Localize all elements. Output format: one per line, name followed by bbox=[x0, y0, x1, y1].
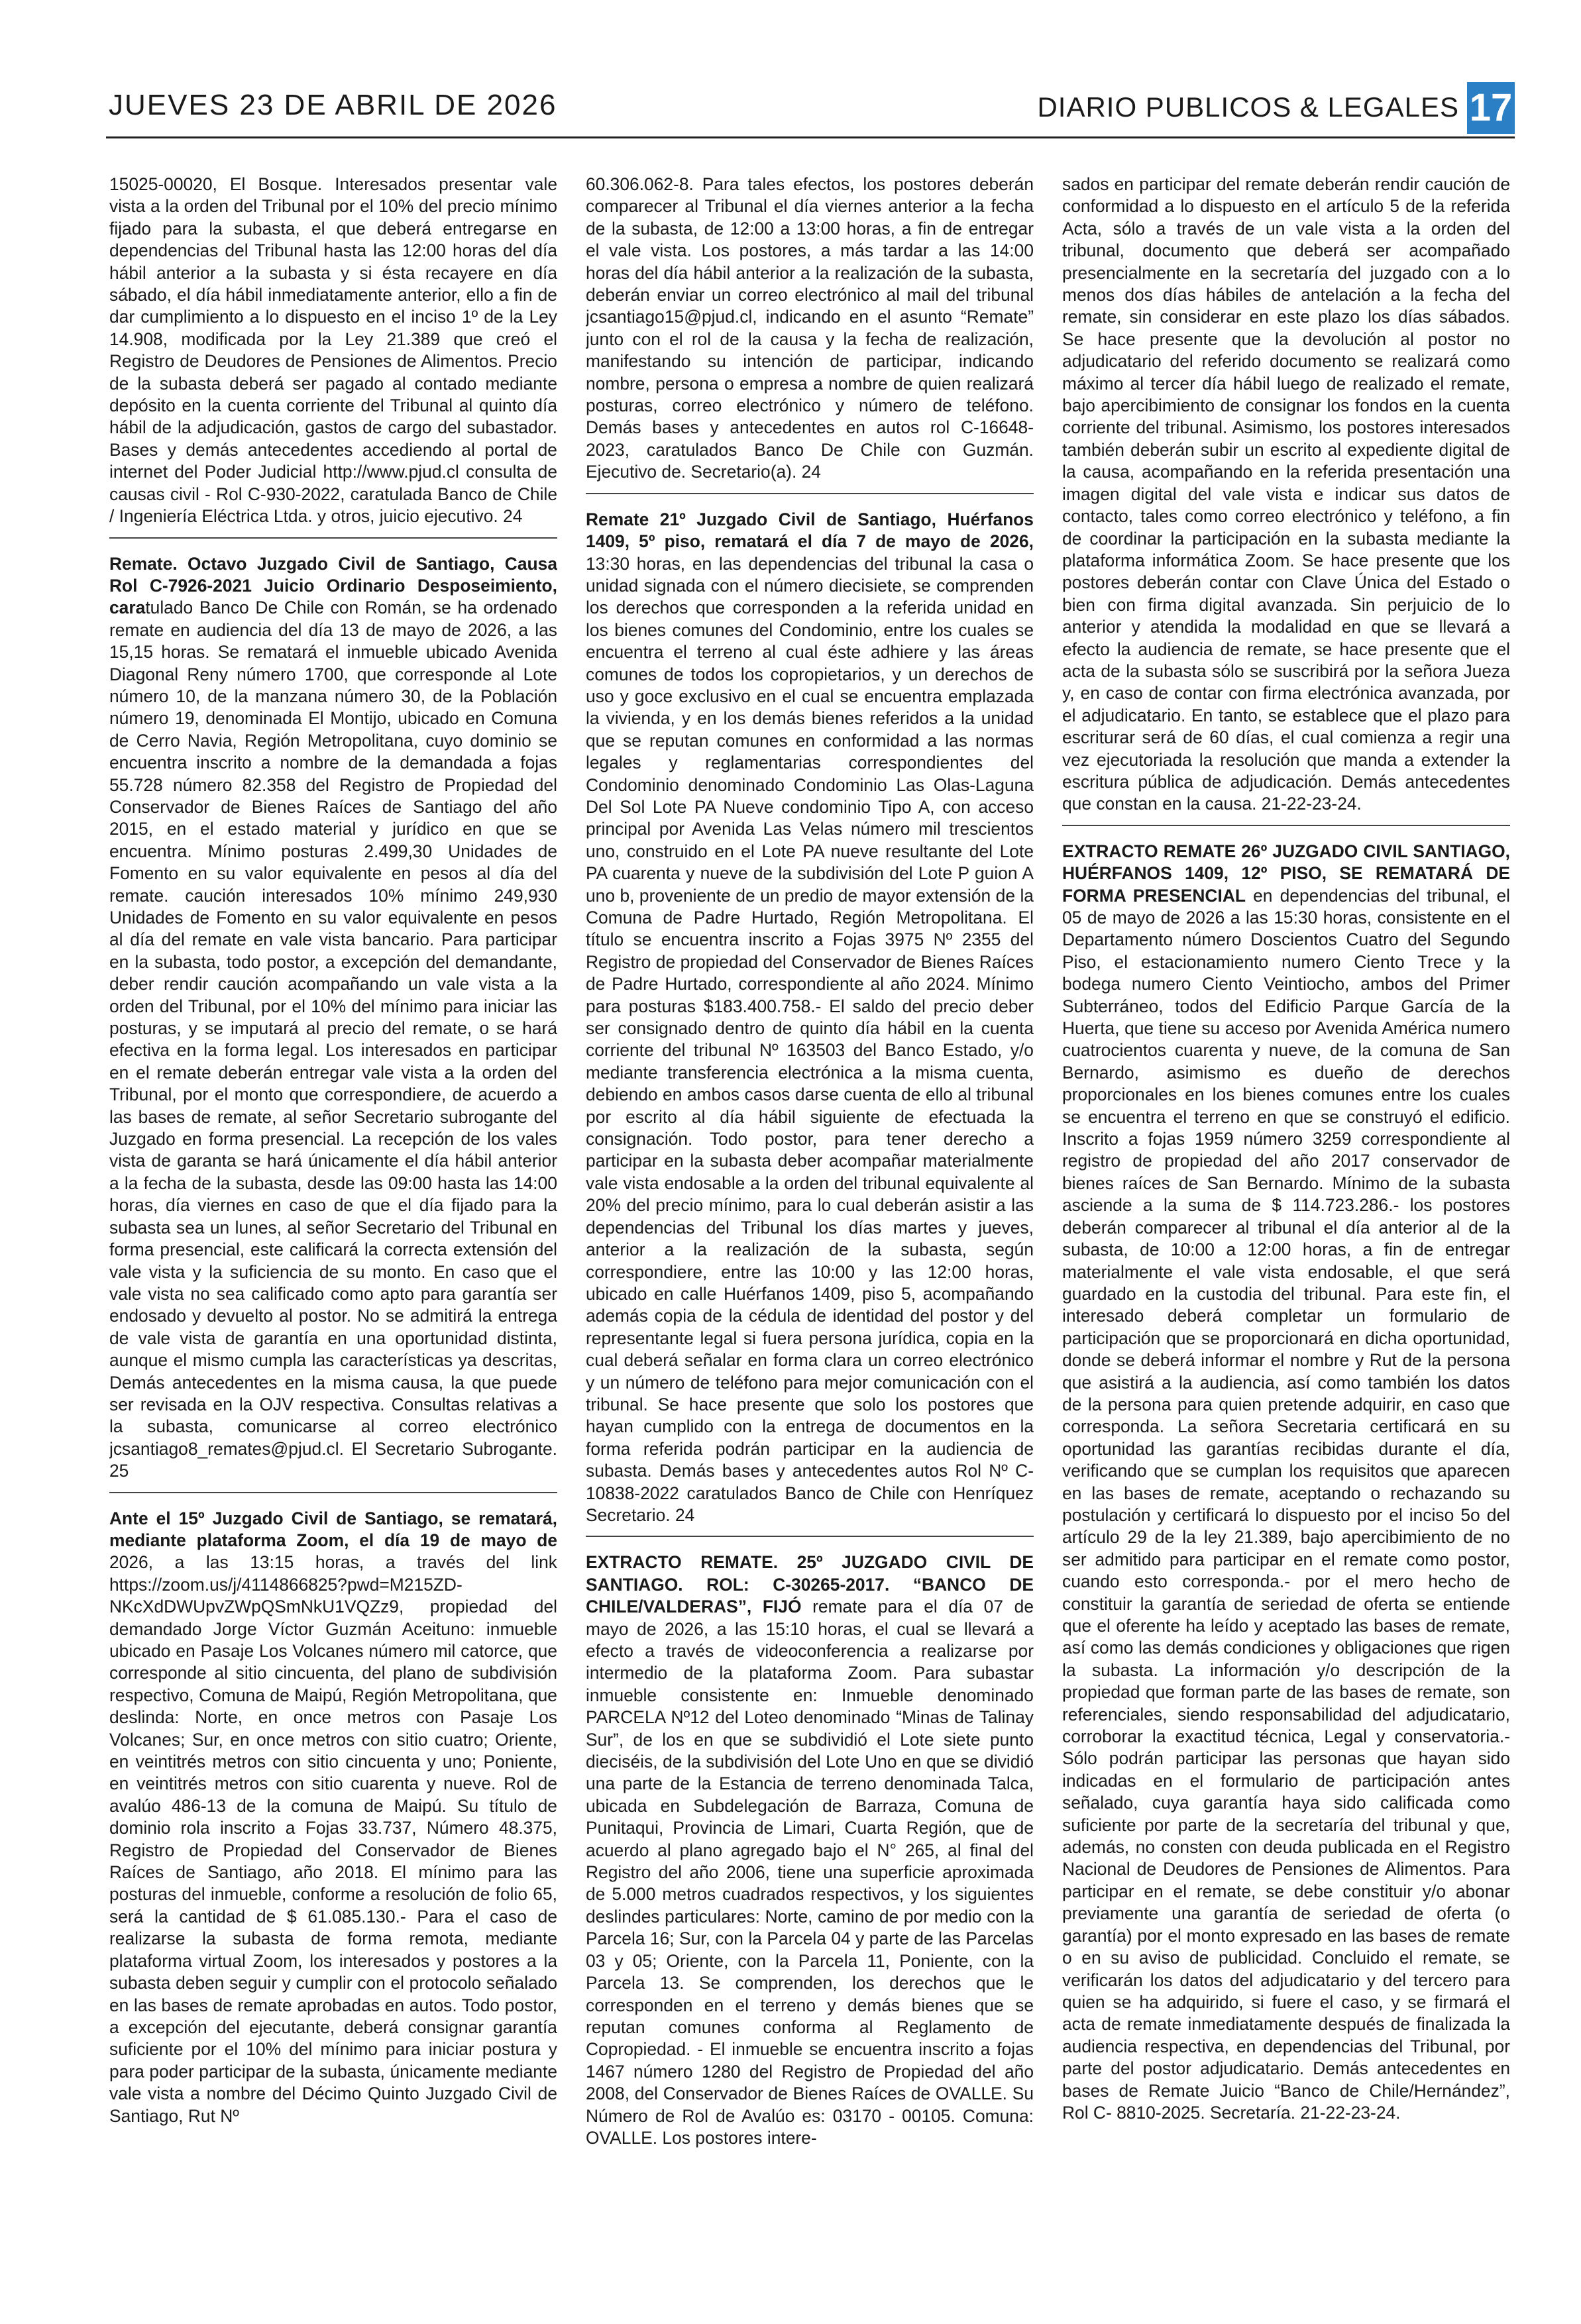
legal-notice bbox=[586, 174, 1034, 494]
newspaper-section-title: DIARIO PUBLICOS & LEGALES bbox=[1037, 91, 1459, 123]
legal-notice bbox=[586, 509, 1034, 1538]
column-2 bbox=[586, 174, 1034, 2287]
notice-heading: EXTRACTO REMATE 26º JUZGADO CIVIL SANTIAGO, HUÉRFANOS 1409, 12º PISO, SE REMATARÁ DE FORMA PRESENCIAL bbox=[1062, 841, 1510, 906]
notice-heading: EXTRACTO REMATE. 25º JUZGADO CIVIL DE SANTIAGO. ROL: C-30265-2017. “BANCO DE CHILE/VALDERAS”, FIJÓ bbox=[586, 1552, 1034, 1617]
notice-body: 13:30 horas, en las dependencias del tribunal la casa o unidad signada con el número diecisiete, se comprenden los derechos que corresponden a la referida unidad en los bienes comunes del Condominio, entre los cuales se encuentra el terreno al cual éste adhiere y las áreas comunes de todos los copropietarios, y un derechos de uso y goce exclusivo en el cual se encuentra emplazada la vivienda, y en los demás bienes referidos a la unidad que se reputan comunes en conformidad a las normas legales y reglamentarias correspondientes del Condominio denominado Condominio Las Olas-Laguna Del Sol Lote PA Nueve condominio Tipo A, con acceso principal por Avenida Las Velas número mil trescientos uno, construido en el Lote PA nueve resultante del Lote PA cuarenta y nueve de la subdivisión del Lote P guion A uno b, proveniente de un predio de mayor extensión de la Comuna de Padre Hurtado, Región Metropolitana. El título se encuentra inscrito a Fojas 3975 Nº 2355 del Registro de propiedad del Conservador de Bienes Raíces de Padre Hurtado, correspondiente al año 2024. Mínimo para posturas $183.400.758.- El saldo del precio deber ser consignado dentro de quinto día hábil en la cuenta corriente del tribunal Nº 163503 del Banco Estado, y/o mediante transferencia electrónica a la misma cuenta, debiendo en ambos casos darse cuenta de ello al tribunal por escrito al día hábil siguiente de efectuada la consignación. Todo postor, para tener derecho a participar en la subasta deber acompañar materialmente vale vista endosable a la orden del tribunal equivalente al 20% del precio mínimo, para lo cual deberán asistir a las dependencias del Tribunal los días martes y jueves, anterior a la realización de la subasta, según correspondiere, entre las 10:00 y las 12:00 horas, ubicado en calle Huérfanos 1409, piso 5, acompañando además copia de la cédula de identidad del postor y del representante legal si fuera persona jurídica, copia en la cual deberá señalar en forma clara un correo electrónico y un número de teléfono para mejor comunicación con el tribunal. Se hace presente que solo los postores que hayan cumplido con la entrega de documentos en la forma referida podrán participar en la audiencia de subasta. Demás bases y antecedentes autos Rol Nº C-10838-2022 caratulados Banco de Chile con Henríquez Secretario. 24 bbox=[586, 553, 1034, 1525]
page-header bbox=[106, 79, 1515, 138]
legal-notice bbox=[1062, 174, 1510, 826]
issue-date: JUEVES 23 DE ABRIL DE 2026 bbox=[109, 89, 557, 121]
notice-heading: Ante el 15º Juzgado Civil de Santiago, se rematará, mediante plataforma Zoom, el día 19 de mayo de bbox=[109, 1508, 557, 1550]
notice-body: 2026, a las 13:15 horas, a través del link https://zoom.us/j/4114866825?pwd=M215ZD-NKcXdDWUpvZWpQSmNkU1VQZz9, propiedad del demandado Jorge Víctor Guzmán Aceituno: inmueble ubicado en Pasaje Los Volcanes número mil catorce, que corresponde al sitio cincuenta, del plano de subdivisión respectivo, Comuna de Maipú, Región Metropolitana, que deslinda: Norte, en once metros con Pasaje Los Volcanes; Sur, en once metros con sitio cuatro; Oriente, en veintitrés metros con sitio cincuenta y uno; Poniente, en veintitrés metros con sitio cuarenta y nueve. Rol de avalúo 486-13 de la comuna de Maipú. Su título de dominio rola inscrito a Fojas 33.737, Número 48.375, Registro de Propiedad del Conservador de Bienes Raíces de Santiago, año 2018. El mínimo para las posturas del inmueble, conforme a resolución de folio 65, será la cantidad de $ 61.085.130.- Para el caso de realizarse la subasta de forma remota, mediante plataforma virtual Zoom, los interesados y postores a la subasta deben seguir y cumplir con el protocolo señalado en las bases de remate aprobadas en autos. Todo postor, a excepción del ejecutante, deberá consignar garantía suficiente por el 10% del mínimo para iniciar postura y para poder participar de la subasta, únicamente mediante vale vista a nombre del Décimo Quinto Juzgado Civil de Santiago, Rut Nº bbox=[109, 1552, 557, 2126]
notice-body: 15025-00020, El Bosque. Interesados presentar vale vista a la orden del Tribunal por el 10% del precio mínimo fijado para la subasta, el que deberá entregarse en dependencias del Tribunal hasta las 12:00 horas del día hábil anterior a la subasta y si ésta recayere en día sábado, el día hábil inmediatamente anterior, ello a fin de dar cumplimiento a lo dispuesto en el inciso 1º de la Ley 14.908, modificada por la Ley 21.389 que creó el Registro de Deudores de Pensiones de Alimentos. Precio de la subasta deberá ser pagado al contado mediante depósito en la cuenta corriente del Tribunal al quinto día hábil de la adjudicación, gastos de cargo del subastador. Bases y demás antecedentes accediendo al portal de internet del Poder Judicial http://www.pjud.cl consulta de causas civil - Rol C-930-2022, caratulada Banco de Chile / Ingeniería Eléctrica Ltda. y otros, juicio ejecutivo. 24 bbox=[109, 174, 557, 527]
notice-body: en dependencias del tribunal, el 05 de mayo de 2026 a las 15:30 horas, consistente en el Departamento número Doscientos Cuatro del Segundo Piso, el estacionamiento numero Ciento Trece y la bodega numero Ciento Veintiocho, ambos del Primer Subterráneo, todos del Edificio Parque García de la Huerta, que tiene su acceso por Avenida América numero cuatrocientos cuarenta y nueve, de la comuna de San Bernardo, asimismo es dueño de derechos proporcionales en los bienes comunes entre los cuales se encuentra el terreno en que se construyó el edificio. Inscrito a fojas 1959 número 3259 correspondiente al registro de propiedad del año 2017 conservador de bienes raíces de San Bernardo. Mínimo de la subasta asciende a la suma de $ 114.723.286.- los postores deberán comparecer al tribunal el día anterior al de la subasta, de 10:00 a 12:00 horas, a fin de entregar materialmente el vale vista endosable, el que será guardado en la custodia del tribunal. Para este fin, el interesado deberá completar un formulario de participación que se proporcionará en dicha oportunidad, donde se deberá informar el nombre y Rut de la persona que asistirá a la audiencia, así como también los datos de la persona para quien pretende adquirir, en caso que corresponda. La señora Secretaria certificará en su oportunidad las garantías recibidas durante el día, verificando que se cumplan los requisitos que aparecen en las bases de remate, aceptando o rechazando su postulación y certificará lo dispuesto por el inciso 5o del artículo 29 de la ley 21.389, bajo apercibimiento de no ser admitido para participar en el remate como postor, cuando esto corresponda.- por el mero hecho de constituir la garantía de seriedad de oferta se entiende que el oferente ha leído y aceptado las bases de remate, así como las demás condiciones y obligaciones que rigen la subasta. La información y/o descripción de la propiedad que forman parte de las bases de remate, son referenciales, siendo responsabilidad del adjudicatario, corroborar la exactitud técnica, Legal y conservatoria.- Sólo podrán participar las personas que hayan sido indicadas en el formulario de participación antes señalado, cuya garantía haya sido calificada como suficiente por parte de la secretaría del tribunal y que, además, no consten con deuda publicada en el Registro Nacional de Deudores de Pensiones de Alimentos. Para participar en el remate, se debe constituir y/o abonar previamente una garantía de seriedad de oferta (o garantía) por el monto expresado en las bases de remate o en su aviso de publicidad. Concluido el remate, se verificarán los datos del adjudicatario y del tercero para quien se ha adquirido, si fuere el caso, y se firmará el acta de remate inmediatamente después de finalizada la audiencia respectiva, en dependencias del Tribunal, por parte del postor adjudicatario. Demás antecedentes en bases de Remate Juicio “Banco de Chile/Hernández”, Rol C- 8810-2025. Secretaría. 21-22-23-24. bbox=[1062, 885, 1510, 2123]
column-3 bbox=[1062, 174, 1510, 2287]
column-1 bbox=[109, 174, 557, 2287]
legal-notice bbox=[1062, 841, 1510, 2134]
legal-notice bbox=[109, 174, 557, 539]
notice-body: tulado Banco De Chile con Román, se ha ordenado remate en audiencia del día 13 de mayo de 2026, a las 15,15 horas. Se rematará el inmueble ubicado Avenida Diagonal Reny número 1700, que corresponde al Lote número 10, de la manzana número 30, de la Población número 19, denominada El Montijo, ubicado en Comuna de Cerro Navia, Región Metropolitana, cuyo dominio se encuentra inscrito a nombre de la demandada a fojas 55.728 número 82.358 del Registro de Propiedad del Conservador de Bienes Raíces de Santiago del año 2015, en el estado material y jurídico en que se encuentra. Mínimo posturas 2.499,30 Unidades de Fomento en su valor equivalente en pesos al día del remate. caución interesados 10% mínimo 249,930 Unidades de Fomento en su valor equivalente en pesos al día del remate en vale vista bancario. Para participar en la subasta, todo postor, a excepción del demandante, deber rendir caución acompañando un vale vista a la orden del Tribunal, por el 10% del mínimo para iniciar las posturas, y se imputará al precio del remate, o se hará efectiva en la forma legal. Los interesados en participar en el remate deberán entregar vale vista a la orden del Tribunal, por el monto que correspondiere, de acuerdo a las bases de remate, al señor Secretario subrogante del Juzgado en forma presencial. La recepción de los vales vista de garanta se hará únicamente el día hábil anterior a la fecha de la subasta, desde las 09:00 hasta las 14:00 horas, día viernes en caso de que el día fijado para la subasta sea un lunes, al señor Secretario del Tribunal en forma presencial, este calificará la correcta extensión del vale vista y la suficiencia de su monto. En caso que el vale vista no sea calificado como apto para garantía ser endosado y devuelto al postor. No se admitirá la entrega de vale vista de garantía en una oportunidad distinta, aunque el mismo cumpla las características ya descritas, Demás antecedentes en la misma causa, la que puede ser revisada en la OJV respectiva. Consultas relativas a la subasta, comunicarse al correo electrónico jcsantiago8_remates@pjud.cl. El Secretario Subrogante. 25 bbox=[109, 598, 557, 1481]
page-number-badge: 17 bbox=[1467, 82, 1515, 134]
legal-notice bbox=[586, 1552, 1034, 2158]
notice-body: remate para el día 07 de mayo de 2026, a las 15:10 horas, el cual se llevará a efecto a través de videoconferencia a realizarse por intermedio de la plataforma Zoom. Para subastar inmueble consistente en: Inmueble denominado PARCELA Nº12 del Loteo denominado “Minas de Talinay Sur”, de los en que se subdividió el Lote siete punto dieciséis, de la subdivisión del Lote Uno en que se dividió una parte de la Estancia de terreno denominada Talca, ubicada en Subdelegación de Barraza, Comuna de Punitaqui, Provincia de Limari, Cuarta Región, que de acuerdo al plano agregado bajo el N° 265, al final del Registro del año 2006, tiene una superficie aproximada de 5.000 metros cuadrados respectivos, y los siguientes deslindes particulares: Norte, camino de por medio con la Parcela 16; Sur, con la Parcela 04 y parte de las Parcelas 03 y 05; Oriente, con la Parcela 11, Poniente, con la Parcela 13. Se comprenden, los derechos que le corresponden en el terreno y demás bienes que se reputan comunes conforma al Reglamento de Copropiedad. - El inmueble se encuentra inscrito a fojas 1467 número 1280 del Registro de Propiedad del año 2008, del Conservador de Bienes Raíces de OVALLE. Su Número de Rol de Avalúo es: 03170 - 00105. Comuna: OVALLE. Los postores intere- bbox=[586, 1597, 1034, 2148]
notice-body: sados en participar del remate deberán rendir caución de conformidad a lo dispuesto en el artículo 5 de la referida Acta, sólo a través de un vale vista a la orden del tribunal, documento que deberá ser acompañado presencialmente en la secretaría del juzgado con a lo menos dos días hábiles de antelación a la fecha del remate, sin considerar en este plazo los días sábados. Se hace presente que la devolución al postor no adjudicatario del referido documento se realizará como máximo al tercer día hábil luego de realizado el remate, bajo apercibimiento de consignar los fondos en la cuenta corriente del tribunal. Asimismo, los postores interesados también deberán subir un escrito al expediente digital de la causa, acompañando en la referida presentación una imagen digital del vale vista e indicar sus datos de contacto, tales como correo electrónico y teléfono, a fin de coordinar la participación en la subasta mediante la plataforma informática Zoom. Se hace presente que los postores deberán contar con Clave Única del Estado o bien con firma digital avanzada. Sin perjuicio de lo anterior y atendida la modalidad en que se llevará a efecto la audiencia de remate, se hace presente que el acta de la subasta sólo se suscribirá por la señora Jueza y, en caso de contar con firma electrónica avanzada, por el adjudicatario. En tanto, se establece que el plazo para escriturar será de 60 días, el cual comienza a regir una vez ejecutoriada la resolución que manda a extender la escritura pública de adjudicación. Demás antecedentes que constan en la causa. 21-22-23-24. bbox=[1062, 174, 1510, 814]
notice-body: 60.306.062-8. Para tales efectos, los postores deberán comparecer al Tribunal el día viernes anterior a la fecha de la subasta, de 12:00 a 13:00 horas, a fin de entregar el vale vista. Los postores, a más tardar a las 14:00 horas del día hábil anterior a la realización de la subasta, deberán enviar un correo electrónico al mail del tribunal jcsantiago15@pjud.cl, indicando en el asunto “Remate” junto con el rol de la causa y la fecha de realización, manifestando su intención de participar, indicando nombre, persona o empresa a nombre de quien realizará posturas, correo electrónico y número de teléfono. Demás bases y antecedentes en autos rol C-16648-2023, caratulados Banco De Chile con Guzmán. Ejecutivo de. Secretario(a). 24 bbox=[586, 174, 1034, 482]
legal-notice bbox=[109, 1508, 557, 2137]
legal-notice bbox=[109, 553, 557, 1493]
notice-heading: Remate. Octavo Juzgado Civil de Santiago, Causa Rol C-7926-2021 Juicio Ordinario Desposeimiento, cara bbox=[109, 553, 557, 618]
notice-heading: Remate 21º Juzgado Civil de Santiago, Huérfanos 1409, 5º piso, rematará el día 7 de mayo de 2026, bbox=[586, 509, 1034, 552]
